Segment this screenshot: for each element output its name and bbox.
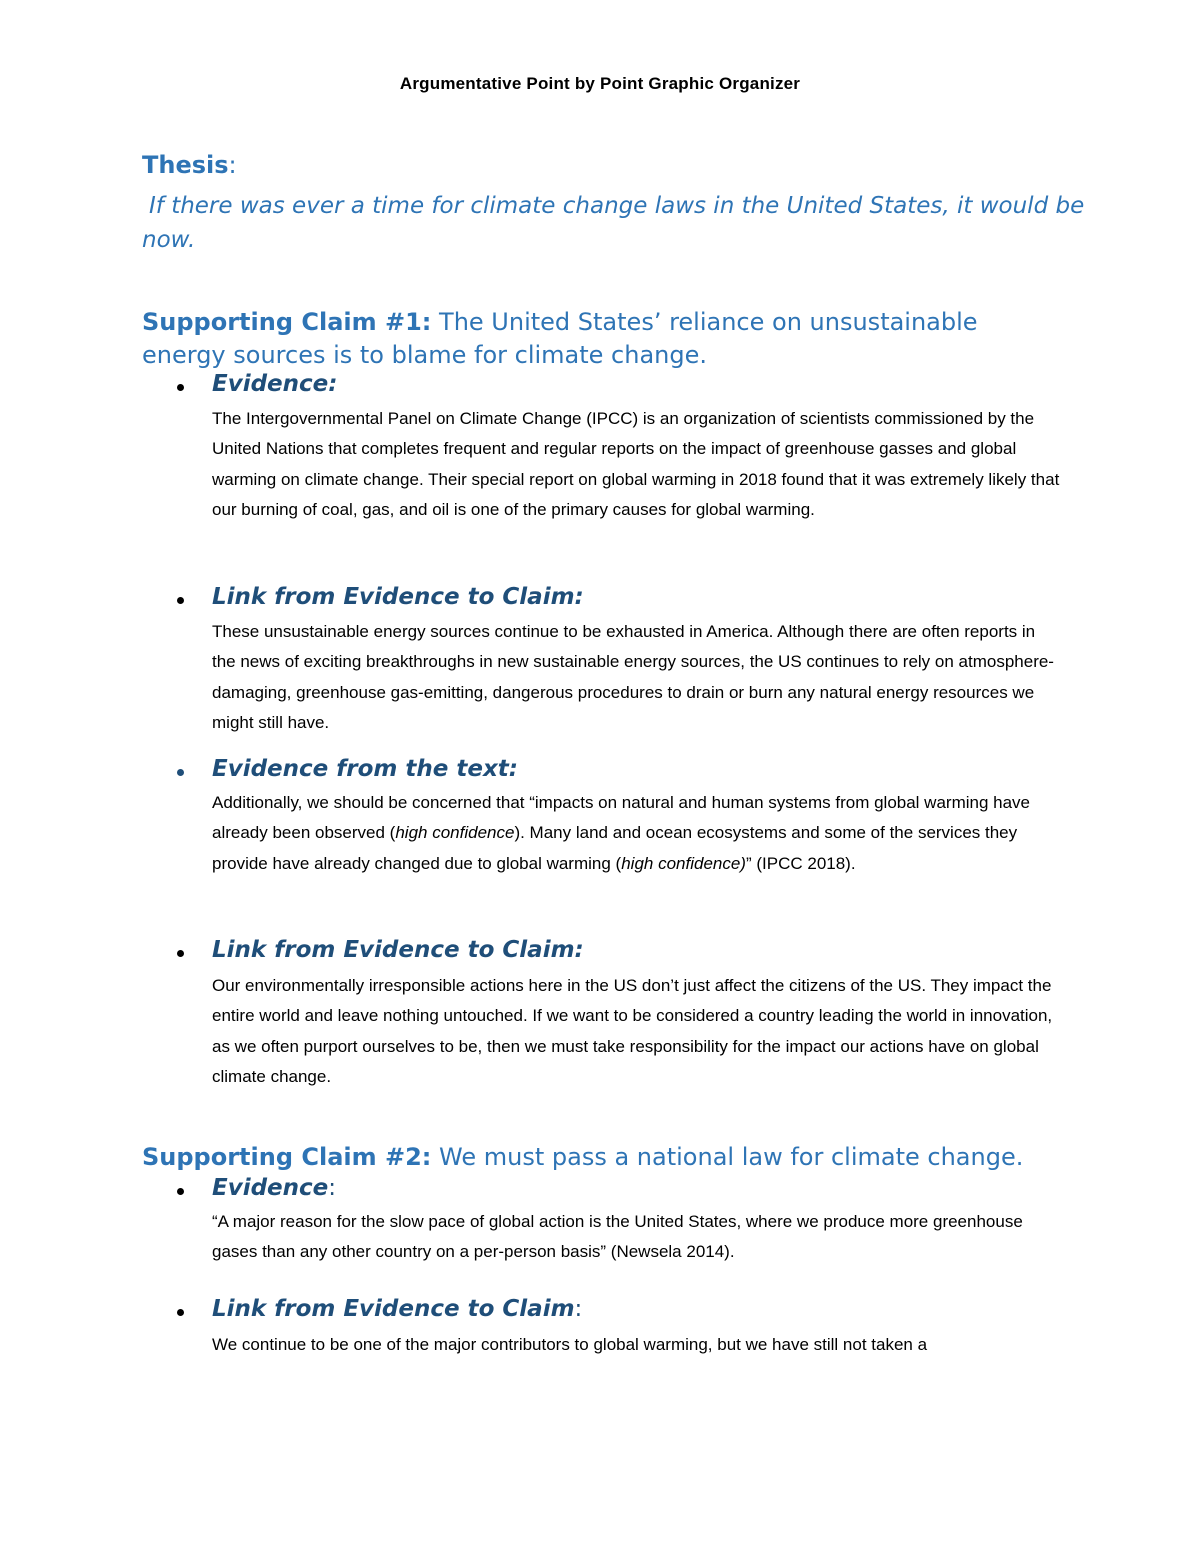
- supporting-claim-2: [142, 1141, 1062, 1174]
- body-italic-text: high confidence): [621, 853, 746, 873]
- item-title: [212, 1175, 336, 1201]
- thesis-colon: :: [228, 151, 237, 179]
- item-title: Evidence from the text:: [212, 756, 518, 782]
- bullet-icon: [177, 1188, 184, 1195]
- bullet-icon: [177, 950, 184, 957]
- bullet-icon: [177, 1309, 184, 1316]
- item-body: We continue to be one of the major contributors to global warming, but we have still not taken a: [212, 1335, 928, 1354]
- supporting-claim-1: [142, 306, 1062, 372]
- body-text: Additionally, we should be concerned that “impacts on natural and human systems from global warming have already been observed (: [212, 793, 1031, 843]
- item-title-text: Evidence: [212, 1175, 329, 1201]
- item-body: The Intergovernmental Panel on Climate Change (IPCC) is an organization of scientists commissioned by the United Nations that completes frequent and regular reports on the impact of greenhouse gasses and global warming on climate change. Their special report on global warming in 2018 found that it was extremely likely that our burning of coal, gas, and oil is one of the primary causes for global warming.: [212, 409, 1060, 520]
- item-title-suffix: :: [574, 1296, 583, 1322]
- body-italic-text: high confidence: [395, 823, 515, 843]
- bullet-icon: [177, 769, 184, 776]
- item-title: Link from Evidence to Claim:: [212, 584, 584, 610]
- bullet-icon: [177, 597, 184, 604]
- item-body: “A major reason for the slow pace of global action is the United States, where we produce more greenhouse gases than any other country on a per-person basis” (Newsela 2014).: [212, 1212, 1023, 1262]
- item-title: Link from Evidence to Claim:: [212, 937, 584, 963]
- body-text: ). Many land and ocean ecosystems and some of the services they provide have already changed due to global warming (: [212, 823, 1018, 873]
- body-text: ” (IPCC 2018).: [745, 853, 856, 873]
- claim-label: Supporting Claim #1:: [142, 308, 432, 336]
- item-body: These unsustainable energy sources continue to be exhausted in America. Although there are often reports in the news of exciting breakthroughs in new sustainable energy sources, the US continues to rely on atmosphere-damaging, greenhouse gas-emitting, dangerous procedures to drain or burn any natural energy resources we might still have.: [212, 622, 1054, 733]
- item-title: [212, 1296, 582, 1322]
- claim-text: The United States’ reliance on unsustainable energy sources is to blame for climate change.: [142, 308, 978, 369]
- thesis-label: Thesis: [142, 151, 229, 179]
- item-title-text: Link from Evidence to Claim: [212, 1296, 575, 1322]
- claim-label: Supporting Claim #2:: [142, 1143, 432, 1171]
- bullet-icon: [177, 384, 184, 391]
- item-body: Our environmentally irresponsible actions here in the US don’t just affect the citizens of the US. They impact the entire world and leave nothing untouched. If we want to be considered a country leading the world in innovation, as we often purport ourselves to be, then we must take responsibility for the impact our actions have on global climate change.: [212, 976, 1053, 1087]
- item-body: [212, 788, 1062, 879]
- document-title: Argumentative Point by Point Graphic Organizer: [399, 74, 801, 93]
- thesis-heading: [142, 151, 237, 179]
- item-title-suffix: :: [328, 1175, 337, 1201]
- thesis-statement: If there was ever a time for climate change laws in the United States, it would be now.: [142, 193, 1085, 253]
- claim-text: We must pass a national law for climate change.: [431, 1143, 1024, 1171]
- item-title: Evidence:: [212, 371, 338, 397]
